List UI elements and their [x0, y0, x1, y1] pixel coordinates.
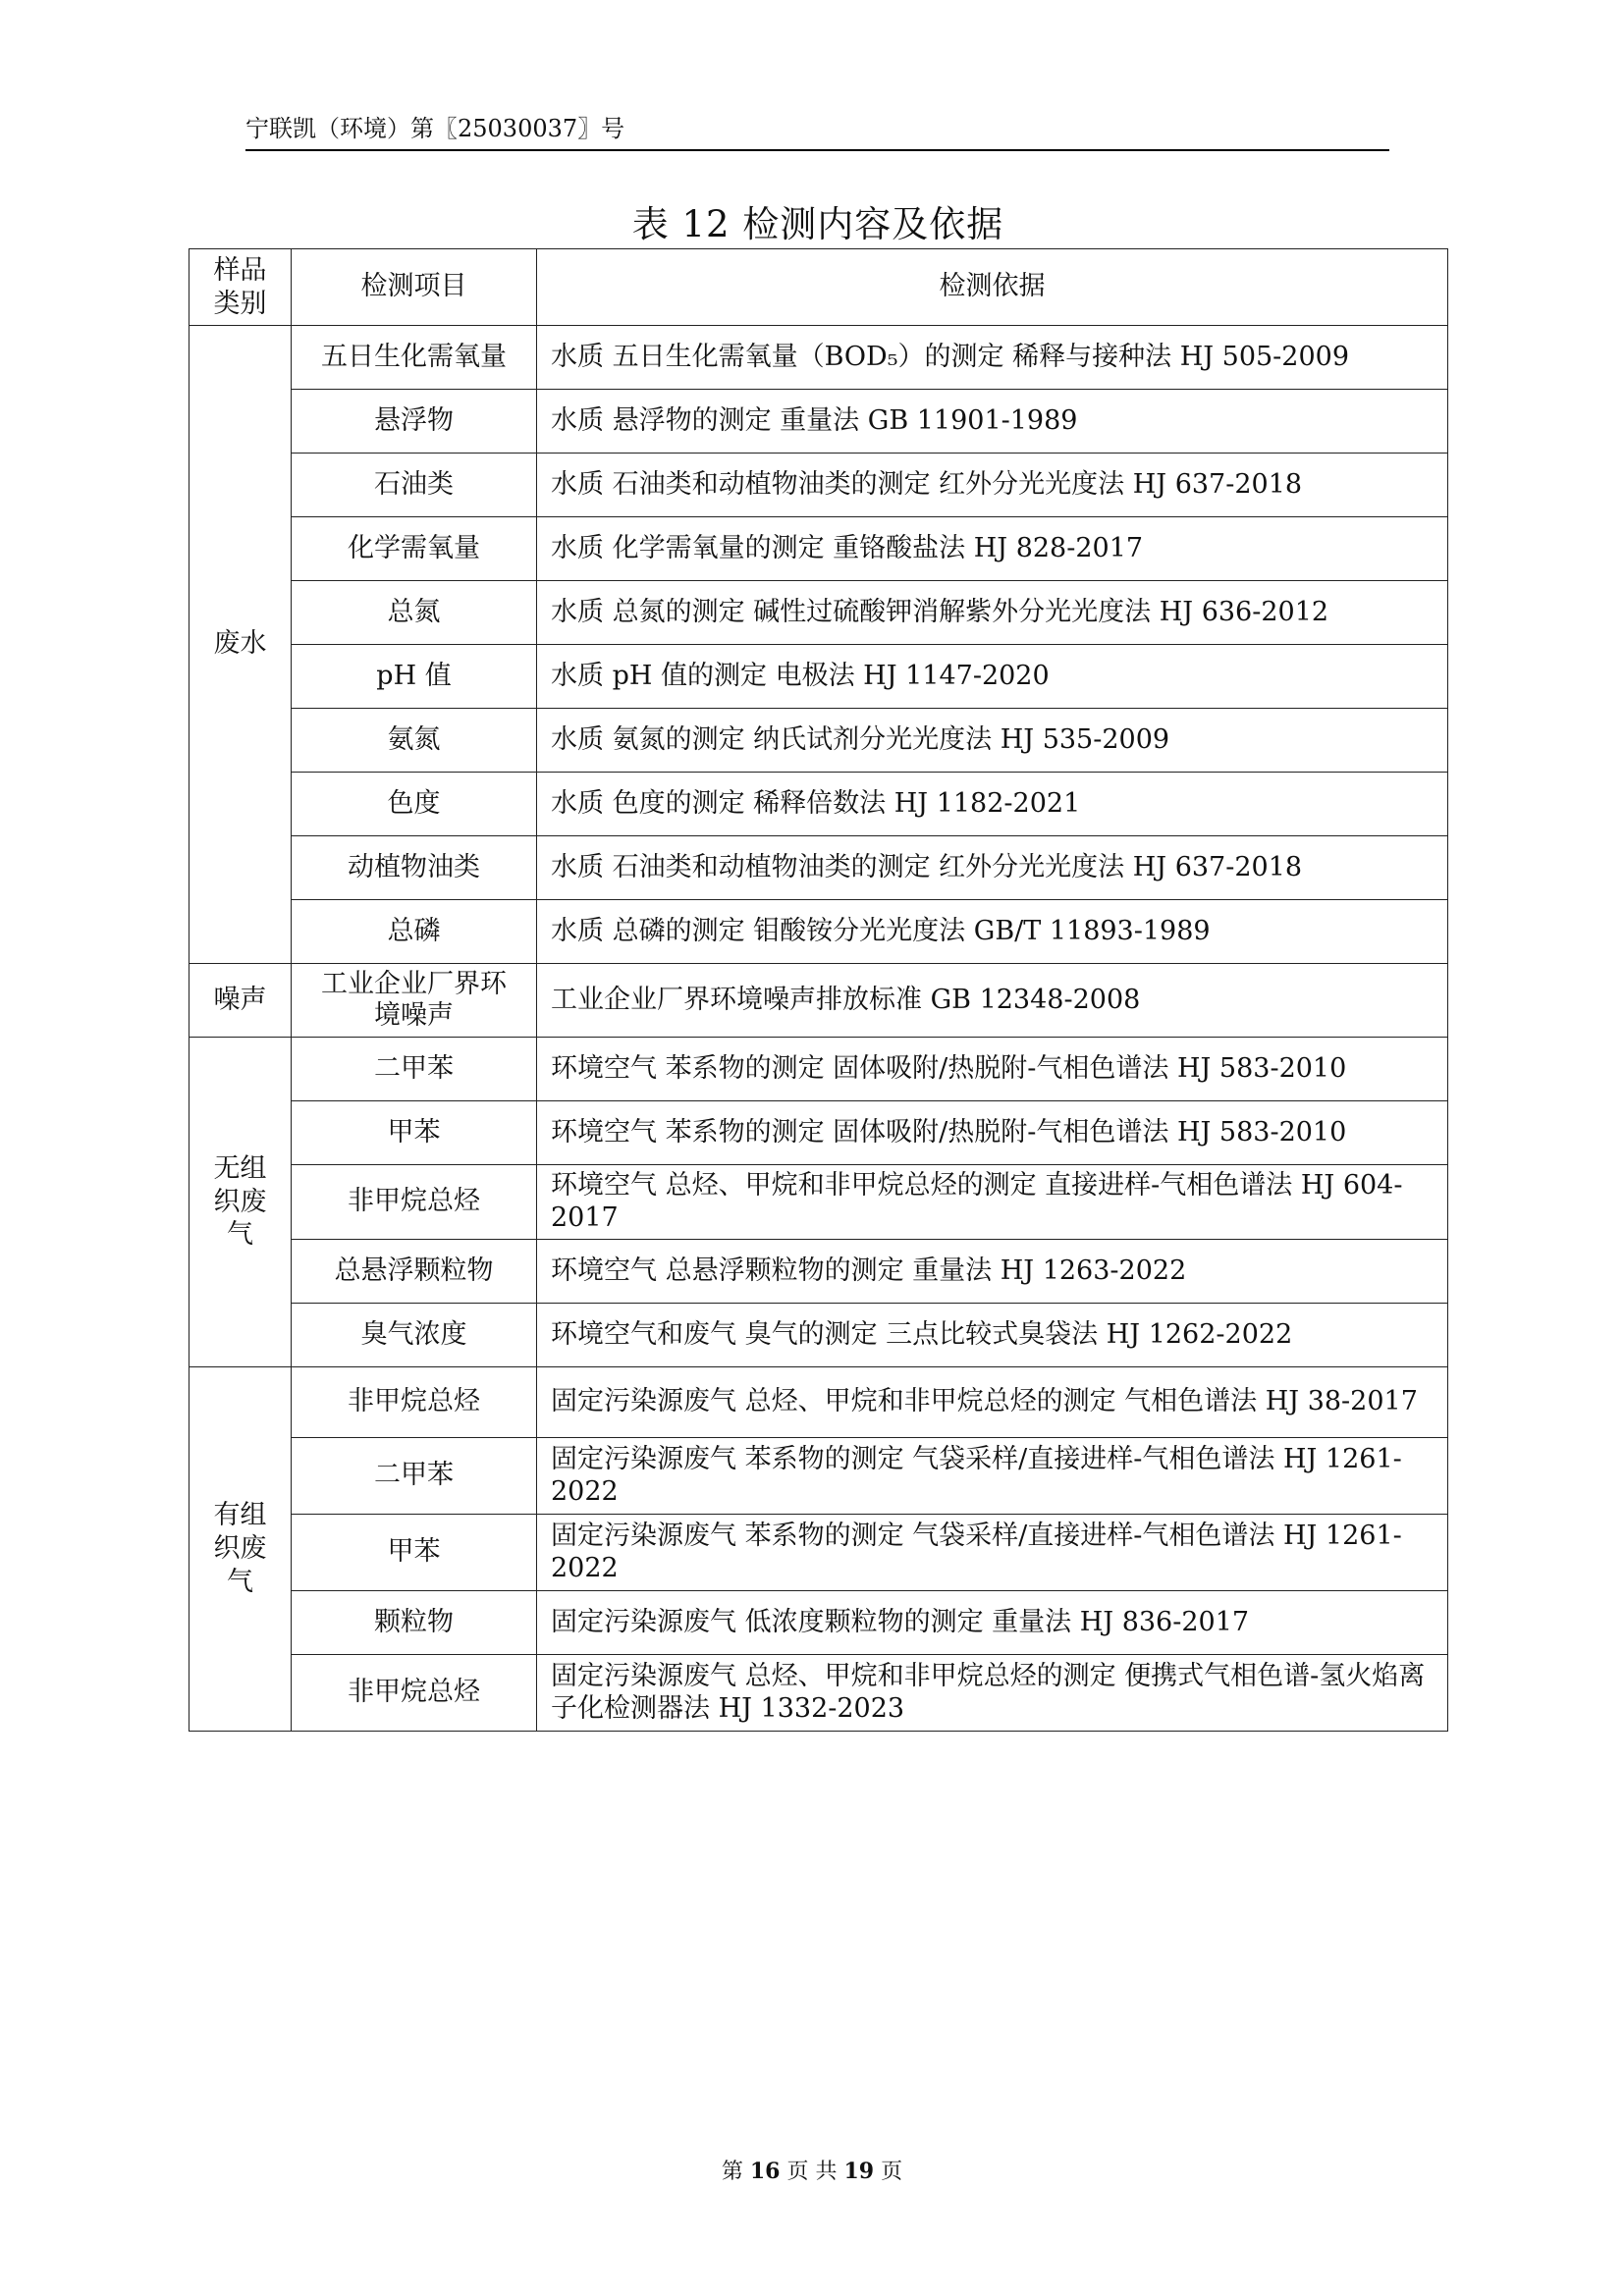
test-item: 工业企业厂界环境噪声	[292, 964, 537, 1038]
test-basis: 水质 石油类和动植物油类的测定 红外分光光度法 HJ 637-2018	[537, 836, 1448, 900]
current-page: 16	[749, 2159, 781, 2184]
sample-category: 噪声	[189, 964, 292, 1038]
table-row	[189, 517, 1448, 581]
table-row	[189, 773, 1448, 836]
table-title: 表 12 检测内容及依据	[631, 203, 1004, 245]
test-basis: 水质 总氮的测定 碱性过硫酸钾消解紫外分光光度法 HJ 636-2012	[537, 581, 1448, 645]
test-basis: 固定污染源废气 苯系物的测定 气袋采样/直接进样-气相色谱法 HJ 1261-2022	[537, 1438, 1448, 1515]
header-item: 检测项目	[292, 249, 537, 326]
table-row	[189, 581, 1448, 645]
test-basis: 水质 总磷的测定 钼酸铵分光光度法 GB/T 11893-1989	[537, 900, 1448, 964]
test-item: 非甲烷总烃	[292, 1655, 537, 1732]
test-item: 石油类	[292, 454, 537, 517]
table-row	[189, 1240, 1448, 1304]
table-row	[189, 1591, 1448, 1655]
table-row	[189, 1101, 1448, 1165]
table-row	[189, 1438, 1448, 1515]
header-category: 样品类别	[189, 249, 292, 326]
test-item: 颗粒物	[292, 1591, 537, 1655]
table-row	[189, 709, 1448, 773]
test-basis: 环境空气 总悬浮颗粒物的测定 重量法 HJ 1263-2022	[537, 1240, 1448, 1304]
test-item: 氨氮	[292, 709, 537, 773]
test-item: pH 值	[292, 645, 537, 709]
test-item: 五日生化需氧量	[292, 326, 537, 390]
table-body	[189, 326, 1448, 1732]
table-row	[189, 1038, 1448, 1101]
table-row	[189, 1165, 1448, 1240]
table-row	[189, 836, 1448, 900]
test-item: 总氮	[292, 581, 537, 645]
test-basis: 环境空气 苯系物的测定 固体吸附/热脱附-气相色谱法 HJ 583-2010	[537, 1038, 1448, 1101]
table-row	[189, 1367, 1448, 1438]
test-item: 总悬浮颗粒物	[292, 1240, 537, 1304]
sample-category: 无组织废气	[189, 1038, 292, 1367]
test-basis: 水质 化学需氧量的测定 重铬酸盐法 HJ 828-2017	[537, 517, 1448, 581]
test-basis: 固定污染源废气 总烃、甲烷和非甲烷总烃的测定 便携式气相色谱-氢火焰离子化检测器法 HJ 1332-2023	[537, 1655, 1448, 1732]
document-header	[245, 114, 1389, 151]
test-item: 化学需氧量	[292, 517, 537, 581]
test-basis: 环境空气 总烃、甲烷和非甲烷总烃的测定 直接进样-气相色谱法 HJ 604-2017	[537, 1165, 1448, 1240]
page-footer: 第 16 页 共 19 页	[721, 2159, 903, 2184]
inspection-basis-table	[189, 248, 1448, 1732]
test-basis: 水质 色度的测定 稀释倍数法 HJ 1182-2021	[537, 773, 1448, 836]
test-basis: 固定污染源废气 低浓度颗粒物的测定 重量法 HJ 836-2017	[537, 1591, 1448, 1655]
table-row	[189, 1304, 1448, 1367]
table-row	[189, 326, 1448, 390]
test-basis: 水质 五日生化需氧量（BOD₅）的测定 稀释与接种法 HJ 505-2009	[537, 326, 1448, 390]
test-item: 总磷	[292, 900, 537, 964]
test-item: 非甲烷总烃	[292, 1165, 537, 1240]
test-item: 动植物油类	[292, 836, 537, 900]
test-basis: 水质 悬浮物的测定 重量法 GB 11901-1989	[537, 390, 1448, 454]
document-number: 宁联凯（环境）第〖25030037〗号	[245, 115, 625, 142]
test-basis: 固定污染源废气 苯系物的测定 气袋采样/直接进样-气相色谱法 HJ 1261-2022	[537, 1515, 1448, 1591]
test-basis: 水质 氨氮的测定 纳氏试剂分光光度法 HJ 535-2009	[537, 709, 1448, 773]
header-basis: 检测依据	[537, 249, 1448, 326]
test-item: 二甲苯	[292, 1438, 537, 1515]
total-pages: 19	[843, 2159, 875, 2184]
test-item: 甲苯	[292, 1515, 537, 1591]
table-header-row	[189, 249, 1448, 326]
sample-category: 有组织废气	[189, 1367, 292, 1732]
test-item: 色度	[292, 773, 537, 836]
test-item: 臭气浓度	[292, 1304, 537, 1367]
test-basis: 固定污染源废气 总烃、甲烷和非甲烷总烃的测定 气相色谱法 HJ 38-2017	[537, 1367, 1448, 1438]
test-basis: 水质 pH 值的测定 电极法 HJ 1147-2020	[537, 645, 1448, 709]
table-row	[189, 645, 1448, 709]
test-item: 非甲烷总烃	[292, 1367, 537, 1438]
table-row	[189, 390, 1448, 454]
test-item: 二甲苯	[292, 1038, 537, 1101]
table-row	[189, 454, 1448, 517]
sample-category: 废水	[189, 326, 292, 964]
table-row	[189, 1655, 1448, 1732]
test-item: 甲苯	[292, 1101, 537, 1165]
test-item: 悬浮物	[292, 390, 537, 454]
test-basis: 水质 石油类和动植物油类的测定 红外分光光度法 HJ 637-2018	[537, 454, 1448, 517]
table-row	[189, 964, 1448, 1038]
test-basis: 环境空气 苯系物的测定 固体吸附/热脱附-气相色谱法 HJ 583-2010	[537, 1101, 1448, 1165]
test-basis: 环境空气和废气 臭气的测定 三点比较式臭袋法 HJ 1262-2022	[537, 1304, 1448, 1367]
test-basis: 工业企业厂界环境噪声排放标准 GB 12348-2008	[537, 964, 1448, 1038]
table-row	[189, 1515, 1448, 1591]
table-row	[189, 900, 1448, 964]
